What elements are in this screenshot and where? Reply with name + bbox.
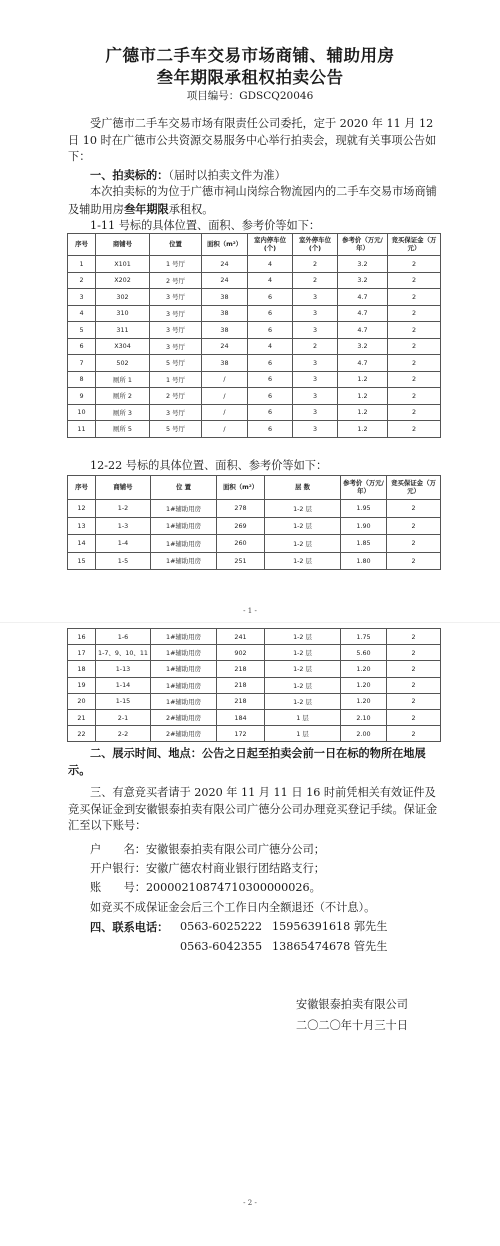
table-cell: X202 [96,272,150,289]
table-cell: / [202,421,248,438]
account-bank: 开户银行：安徽广德农村商业银行团结路支行； [90,862,325,875]
table-cell: 6 [248,388,293,405]
table-row [68,322,441,339]
table-cell: 1 层 [265,709,341,725]
table-cell: 4 [248,338,293,355]
table-cell: / [202,404,248,421]
table-cell: 6 [248,289,293,306]
table-cell: 1#辅助用房 [151,693,217,709]
table-cell: 22 [68,726,96,742]
table-cell: 2 [388,404,441,421]
account-name: 户 名：安徽银泰拍卖有限公司广德分公司； [90,843,325,856]
table-cell: 1-4 [96,535,151,553]
table-cell: 1#辅助用房 [151,645,217,661]
table-cell: 1.80 [341,552,387,570]
table-cell: 269 [217,517,265,535]
title-line-2: 叁年期限承租权拍卖公告 [156,68,344,87]
table-cell: 2 [293,256,338,273]
table-cell: 2 [388,272,441,289]
table-cell: 1.20 [341,661,387,677]
table-cell: 1#辅助用房 [151,535,217,553]
table-cell: 4 [248,272,293,289]
column-header: 位置 [150,234,202,256]
table-cell: 4.7 [338,355,388,372]
table-cell: 4.7 [338,305,388,322]
table-cell: 11 [68,421,96,438]
table-cell: 1.2 [338,421,388,438]
table-cell: 1.20 [341,693,387,709]
table-cell: 3.2 [338,272,388,289]
table-cell: 311 [96,322,150,339]
column-header: 面积（m²） [202,234,248,256]
table-cell: 3 [293,421,338,438]
section-1-body-end: 承租权。 [168,202,214,216]
table-1-header-row [68,234,441,256]
column-header: 室外停车位(个) [293,234,338,256]
table-cell: 38 [202,289,248,306]
table-1 [67,233,441,438]
table-cell: 1.75 [341,629,387,645]
table-cell: / [202,388,248,405]
table-cell: 2-2 [96,726,151,742]
table-cell: 20 [68,693,96,709]
table-row [68,272,441,289]
table-cell: 2 [387,726,441,742]
section-4-heading: 四、联系电话： [90,920,169,934]
table-cell: 24 [202,338,248,355]
table-2-header-row [68,476,441,500]
table-cell: 1#辅助用房 [151,517,217,535]
table-cell: 2 [387,535,441,553]
table-cell: 厕所 5 [96,421,150,438]
table-cell: 2 [387,693,441,709]
table-cell: 1-2 [96,500,151,518]
table-cell: 2 [387,677,441,693]
table-cell: 1-2 层 [265,500,341,518]
table-cell: 3 号厅 [150,322,202,339]
section-1-body-term: 叁年期限 [123,201,169,216]
table-cell: 310 [96,305,150,322]
table-cell: 24 [202,272,248,289]
table-row [68,517,441,535]
table-cell: 9 [68,388,96,405]
table-cell: 6 [248,322,293,339]
table-cell: 2 [388,338,441,355]
table-row [68,404,441,421]
column-header: 面积（m²） [217,476,265,500]
table-cell: 2.00 [341,726,387,742]
table-cell: 3 [293,289,338,306]
column-header: 商铺号 [96,234,150,256]
table-cell: 1.95 [341,500,387,518]
table-cell: 1#辅助用房 [151,629,217,645]
table-cell: 1-5 [96,552,151,570]
table-cell: 厕所 2 [96,388,150,405]
column-header: 参考价（万元/年） [341,476,387,500]
table-cell: 5 号厅 [150,355,202,372]
table-cell: 2 [387,552,441,570]
table-cell: 2-1 [96,709,151,725]
table-cell: 1-2 层 [265,645,341,661]
section-1-body [68,184,444,218]
table-cell: 4 [68,305,96,322]
page-number-2: - 2 - [243,1199,257,1207]
table-cell: 2 [293,272,338,289]
table-row [68,693,441,709]
table-cell: 2 [387,709,441,725]
intro-paragraph: 受广德市二手车交易市场有限责任公司委托，定于 2020 年 11 月 12 日 10 时在广德市公共资源交易服务中心举行拍卖会，现就有关事项公告如下： [68,117,437,163]
table-cell: 10 [68,404,96,421]
table-cell: 15 [68,552,96,570]
table-cell: 302 [96,289,150,306]
table-cell: 241 [217,629,265,645]
table-cell: 5 号厅 [150,421,202,438]
table-cell: 3 [293,322,338,339]
table-cell: 1.2 [338,388,388,405]
table-2-caption: 12-22 号标的具体位置、面积、参考价等如下： [90,459,328,472]
table-row [68,289,441,306]
table-row [68,709,441,725]
table-cell: 1.20 [341,677,387,693]
table-cell: 2 [387,645,441,661]
table-cell: 902 [217,645,265,661]
table-cell: 4.7 [338,322,388,339]
table-cell: X101 [96,256,150,273]
table-cell: 6 [248,421,293,438]
column-header: 室内停车位(个) [248,234,293,256]
page-number-1: - 1 - [243,607,257,615]
table-cell: 12 [68,500,96,518]
table-cell: 14 [68,535,96,553]
table-cell: 2 [387,517,441,535]
table-cell: 16 [68,629,96,645]
table-cell: 2 [293,338,338,355]
table-row [68,645,441,661]
phone-1-office: 0563-6025222 [180,920,263,933]
table-row [68,535,441,553]
table-cell: 218 [217,661,265,677]
page-separator [0,622,500,623]
section-2: 二、展示时间、地点：公告之日起至拍卖会前一日在标的物所在地展示。 [68,746,426,777]
table-cell: 18 [68,661,96,677]
table-cell: 6 [68,338,96,355]
table-cell: 3 号厅 [150,305,202,322]
signature-company: 安徽银泰拍卖有限公司 [296,998,408,1011]
table-cell: 502 [96,355,150,372]
table-row [68,371,441,388]
table-cell: 3.2 [338,338,388,355]
column-header: 竞买保证金（万元） [388,234,441,256]
table-cell: 24 [202,256,248,273]
column-header: 竞买保证金（万元） [387,476,441,500]
table-cell: 1.2 [338,371,388,388]
title-line-1: 广德市二手车交易市场商铺、辅助用房 [105,46,395,65]
table-row [68,421,441,438]
phone-2-office: 0563-6042355 [180,940,263,953]
column-header: 序号 [68,476,96,500]
table-cell: 6 [248,305,293,322]
table-cell: 2 [388,322,441,339]
column-header: 商铺号 [96,476,151,500]
table-cell: 2 [388,388,441,405]
table-2-part-1 [67,475,441,570]
table-cell: 3 [68,289,96,306]
phone-2-mobile: 13865474678 管先生 [272,940,388,953]
table-cell: 5.60 [341,645,387,661]
table-cell: 1-2 层 [265,552,341,570]
table-cell: 2 [388,256,441,273]
table-cell: 1-2 层 [265,629,341,645]
section-1-body-text: 本次拍卖标的为位于广德市祠山岗综合物流园内的二手车交易市场商铺及辅助用房 [68,185,437,216]
table-cell: 1-7、9、10、11 [96,645,151,661]
section-3: 三、有意竞买者请于 2020 年 11 月 11 日 16 时前凭相关有效证件及竞买保证金到安徽银泰拍卖有限公司广德分公司办理竞买登记手续。保证金汇至以下账号： [68,786,438,832]
table-row [68,388,441,405]
table-row [68,726,441,742]
table-cell: 2 [387,661,441,677]
column-header: 层 数 [265,476,341,500]
table-row [68,500,441,518]
table-cell: 3 号厅 [150,338,202,355]
column-header: 序号 [68,234,96,256]
table-cell: 5 [68,322,96,339]
table-cell: 2 [68,272,96,289]
table-cell: 218 [217,693,265,709]
signature-date: 二〇二〇年十月三十日 [296,1019,408,1032]
table-cell: 278 [217,500,265,518]
table-cell: 251 [217,552,265,570]
table-1-caption: 1-11 号标的具体位置、面积、参考价等如下： [90,219,321,232]
table-cell: 7 [68,355,96,372]
table-cell: 1.90 [341,517,387,535]
table-cell: 3 [293,388,338,405]
table-cell: 3.2 [338,256,388,273]
table-cell: 1 号厅 [150,371,202,388]
table-row [68,355,441,372]
table-cell: 1-2 层 [265,517,341,535]
table-row [68,661,441,677]
table-cell: 2.10 [341,709,387,725]
table-cell: 6 [248,355,293,372]
table-cell: 3 号厅 [150,289,202,306]
table-cell: 1.2 [338,404,388,421]
table-cell: 1 号厅 [150,256,202,273]
table-cell: X304 [96,338,150,355]
table-cell: 1-15 [96,693,151,709]
table-cell: 1-14 [96,677,151,693]
table-cell: 2 [388,289,441,306]
table-cell: 17 [68,645,96,661]
table-cell: 2 [387,500,441,518]
table-cell: 6 [248,371,293,388]
table-cell: 1-13 [96,661,151,677]
table-cell: 172 [217,726,265,742]
table-cell: 38 [202,305,248,322]
table-cell: 13 [68,517,96,535]
table-cell: 2 号厅 [150,388,202,405]
column-header: 位 置 [151,476,217,500]
table-cell: 2#辅助用房 [151,726,217,742]
table-cell: 1-2 层 [265,535,341,553]
table-cell: 1#辅助用房 [151,552,217,570]
table-2-part-2 [67,628,441,742]
table-row [68,552,441,570]
table-row [68,305,441,322]
table-cell: 3 [293,355,338,372]
table-cell: 1-6 [96,629,151,645]
section-1-heading-line [90,167,286,184]
table-cell: 2 号厅 [150,272,202,289]
table-cell: 1#辅助用房 [151,677,217,693]
table-cell: 19 [68,677,96,693]
section-1-heading: 一、拍卖标的： [90,168,169,182]
table-cell: 1.85 [341,535,387,553]
table-cell: 3 [293,404,338,421]
table-cell: 1-2 层 [265,661,341,677]
table-cell: 2 [388,355,441,372]
column-header: 参考价（万元/年） [338,234,388,256]
table-cell: 21 [68,709,96,725]
table-cell: 1 [68,256,96,273]
table-cell: 1 层 [265,726,341,742]
table-cell: 8 [68,371,96,388]
table-cell: 1-3 [96,517,151,535]
section-1-note: （届时以拍卖文件为准） [168,169,286,182]
table-cell: 4.7 [338,289,388,306]
table-cell: 3 [293,371,338,388]
table-cell: 184 [217,709,265,725]
phone-1-mobile: 15956391618 郭先生 [272,920,388,933]
refund-note: 如竞买不成保证金会后三个工作日内全额退还（不计息）。 [90,901,376,914]
table-cell: 2 [388,305,441,322]
table-cell: 1-2 层 [265,677,341,693]
table-cell: 38 [202,355,248,372]
account-number: 账 号：20000210874710300000026。 [90,881,321,894]
table-cell: 厕所 3 [96,404,150,421]
table-row [68,256,441,273]
table-cell: 260 [217,535,265,553]
table-cell: 6 [248,404,293,421]
table-cell: 2 [388,371,441,388]
table-row [68,629,441,645]
table-cell: 1#辅助用房 [151,500,217,518]
table-cell: 38 [202,322,248,339]
table-cell: 4 [248,256,293,273]
table-row [68,338,441,355]
table-cell: 3 号厅 [150,404,202,421]
table-cell: 厕所 1 [96,371,150,388]
table-cell: 2 [387,629,441,645]
table-cell: / [202,371,248,388]
table-cell: 1#辅助用房 [151,661,217,677]
table-cell: 1-2 层 [265,693,341,709]
table-cell: 2 [388,421,441,438]
table-row [68,677,441,693]
table-cell: 218 [217,677,265,693]
table-cell: 2#辅助用房 [151,709,217,725]
project-number: 项目编号：GDSCQ20046 [186,90,314,102]
table-cell: 3 [293,305,338,322]
